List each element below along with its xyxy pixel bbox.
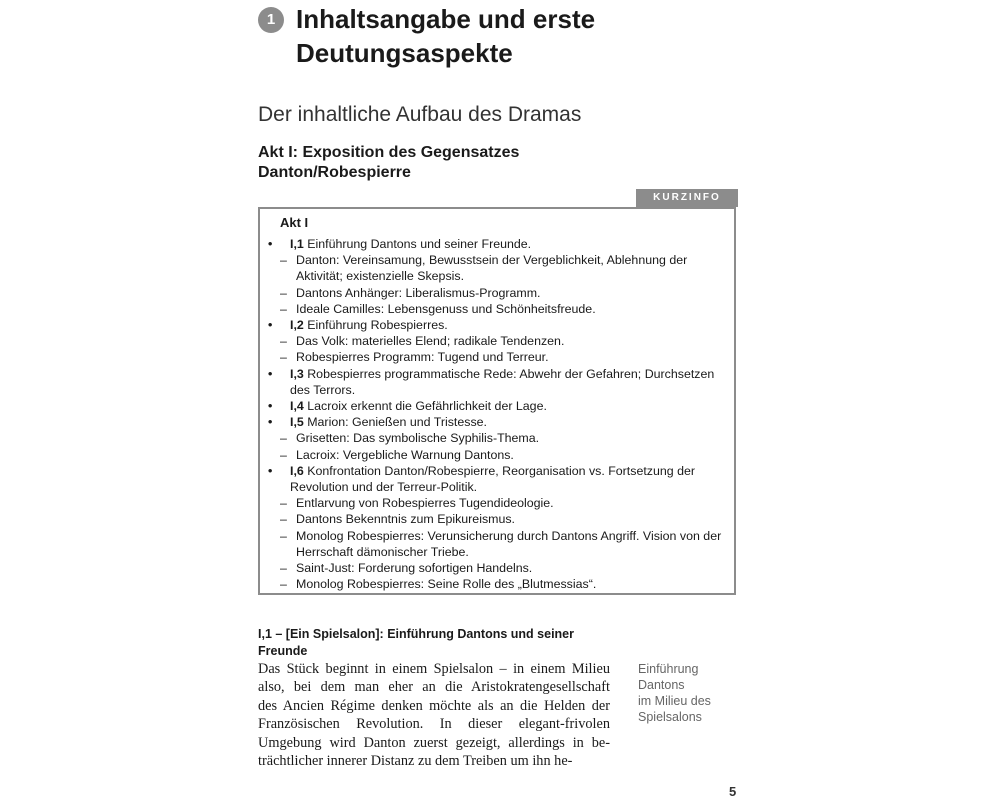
kurzinfo-box	[258, 207, 736, 595]
outline-subitem	[266, 511, 728, 527]
kurzinfo-tab: KURZINFO	[636, 189, 738, 207]
subitem-text: Monolog Robespierres: Verunsicherung durch Dantons Angriff. Vision von der Herrschaft dämonischer Triebe.	[296, 528, 722, 559]
subitem-text: Entlarvung von Robespierres Tugendideologie.	[296, 496, 554, 511]
scene-heading: I,1 – [Ein Spielsalon]: Einführung Dantons und seiner Freunde	[258, 627, 574, 658]
scene-ref: I,5	[290, 415, 304, 430]
margin-note-line: Einführung	[638, 662, 699, 676]
dash-icon: –	[280, 253, 287, 268]
outline-subitem	[266, 430, 728, 446]
kurzinfo-heading: Akt I	[280, 215, 309, 230]
section-title: Der inhaltliche Aufbau des Dramas	[258, 103, 582, 126]
dash-icon: –	[280, 496, 287, 511]
subitem-text: Grisetten: Das symbolische Syphilis-Thema.	[296, 431, 540, 446]
scene-ref: I,4	[290, 399, 304, 414]
outline-scene-item	[266, 414, 728, 430]
outline-subitem	[266, 528, 728, 560]
margin-note-line: im Milieu des	[638, 694, 711, 708]
dash-icon: –	[280, 577, 287, 592]
outline-scene-item	[266, 236, 728, 252]
body-paragraph	[258, 660, 610, 770]
chapter-number-badge: 1	[258, 7, 284, 33]
dash-icon: –	[280, 528, 287, 543]
bullet-icon: •	[268, 399, 273, 414]
outline-scene-item	[266, 463, 728, 495]
subitem-text: Ideale Camilles: Lebensgenuss und Schönheitsfreude.	[296, 301, 596, 316]
bullet-icon: •	[268, 237, 273, 251]
scene-summary: Lacroix erkennt die Gefährlichkeit der Lage.	[303, 399, 547, 414]
margin-note	[638, 661, 738, 725]
outline-subitem	[266, 333, 728, 349]
subitem-text: Dantons Bekenntnis zum Epikureismus.	[296, 512, 516, 527]
margin-note-line: Dantons	[638, 678, 685, 692]
margin-note-line: Spielsalons	[638, 710, 702, 724]
scene-ref: I,3	[290, 366, 304, 381]
chapter-title: Inhaltsangabe und erste Deutungsaspekte	[296, 4, 596, 68]
dash-icon: –	[280, 285, 287, 300]
dash-icon: –	[280, 334, 287, 349]
body-line: Französischen Revolution. In dieser elegant-frivolen	[258, 716, 610, 733]
dash-icon: –	[280, 350, 287, 365]
outline-subitem	[266, 495, 728, 511]
outline-subitem	[266, 285, 728, 301]
dash-icon: –	[280, 431, 287, 446]
outline-subitem	[266, 576, 728, 592]
outline-subitem	[266, 447, 728, 463]
dash-icon: –	[280, 561, 287, 576]
body-line: des Ancien Régime denken möchte als an die Helden der	[258, 697, 610, 714]
body-line: trächtlicher innerer Distanz zu dem Treiben um ihn he-	[258, 753, 573, 770]
bullet-icon: •	[268, 366, 273, 381]
body-line: Das Stück beginnt in einem Spielsalon – in einem Milieu	[258, 661, 610, 677]
outline-scene-item	[266, 317, 728, 333]
subitem-text: Danton: Vereinsamung, Bewusstsein der Vergeblichkeit, Ablehnung der Aktivität; existenzielle Skepsis.	[296, 253, 688, 284]
bullet-icon: •	[268, 318, 273, 333]
scene-summary: Einführung Robespierres.	[303, 318, 448, 333]
outline-subitem	[266, 560, 728, 576]
outline-subitem	[266, 252, 728, 284]
bullet-icon: •	[268, 415, 273, 430]
dash-icon: –	[280, 447, 287, 462]
scene-summary: Einführung Dantons und seiner Freunde.	[303, 237, 532, 251]
scene-ref: I,2	[290, 318, 304, 333]
page-number: 5	[729, 784, 737, 799]
subitem-text: Das Volk: materielles Elend; radikale Tendenzen.	[296, 334, 565, 349]
subitem-text: Lacroix: Vergebliche Warnung Dantons.	[296, 447, 514, 462]
body-line: Umgebung wird Danton zuerst gezeigt, allerdings in be-	[258, 734, 610, 751]
outline-scene-item	[266, 398, 728, 414]
subsection-title: Akt I: Exposition des Gegensatzes Danton/Robespierre	[258, 144, 520, 181]
dash-icon: –	[280, 301, 287, 316]
kurzinfo-outline	[266, 236, 728, 592]
outline-subitem	[266, 301, 728, 317]
chapter-header	[258, 2, 818, 70]
subitem-text: Robespierres Programm: Tugend und Terreur.	[296, 350, 549, 365]
subitem-text: Dantons Anhänger: Liberalismus-Programm.	[296, 285, 541, 300]
subitem-text: Saint-Just: Forderung sofortigen Handelns.	[296, 561, 533, 576]
scene-summary: Robespierres programmatische Rede: Abwehr der Gefahren; Durchsetzen des Terrors.	[290, 366, 715, 397]
outline-subitem	[266, 349, 728, 365]
outline-scene-item	[266, 366, 728, 398]
subitem-text: Monolog Robespierres: Seine Rolle des „Blutmessias“.	[296, 577, 597, 592]
bullet-icon: •	[268, 463, 273, 478]
scene-ref: I,1	[290, 237, 304, 251]
dash-icon: –	[280, 512, 287, 527]
scene-summary: Konfrontation Danton/Robespierre, Reorganisation vs. Fortsetzung der Revolution und der Terreur-Politik.	[290, 463, 695, 495]
scene-ref: I,6	[290, 463, 304, 478]
body-line: also, bei dem man eher an die Aristokratengesellschaft	[258, 679, 610, 696]
scene-summary: Marion: Genießen und Tristesse.	[303, 415, 487, 430]
